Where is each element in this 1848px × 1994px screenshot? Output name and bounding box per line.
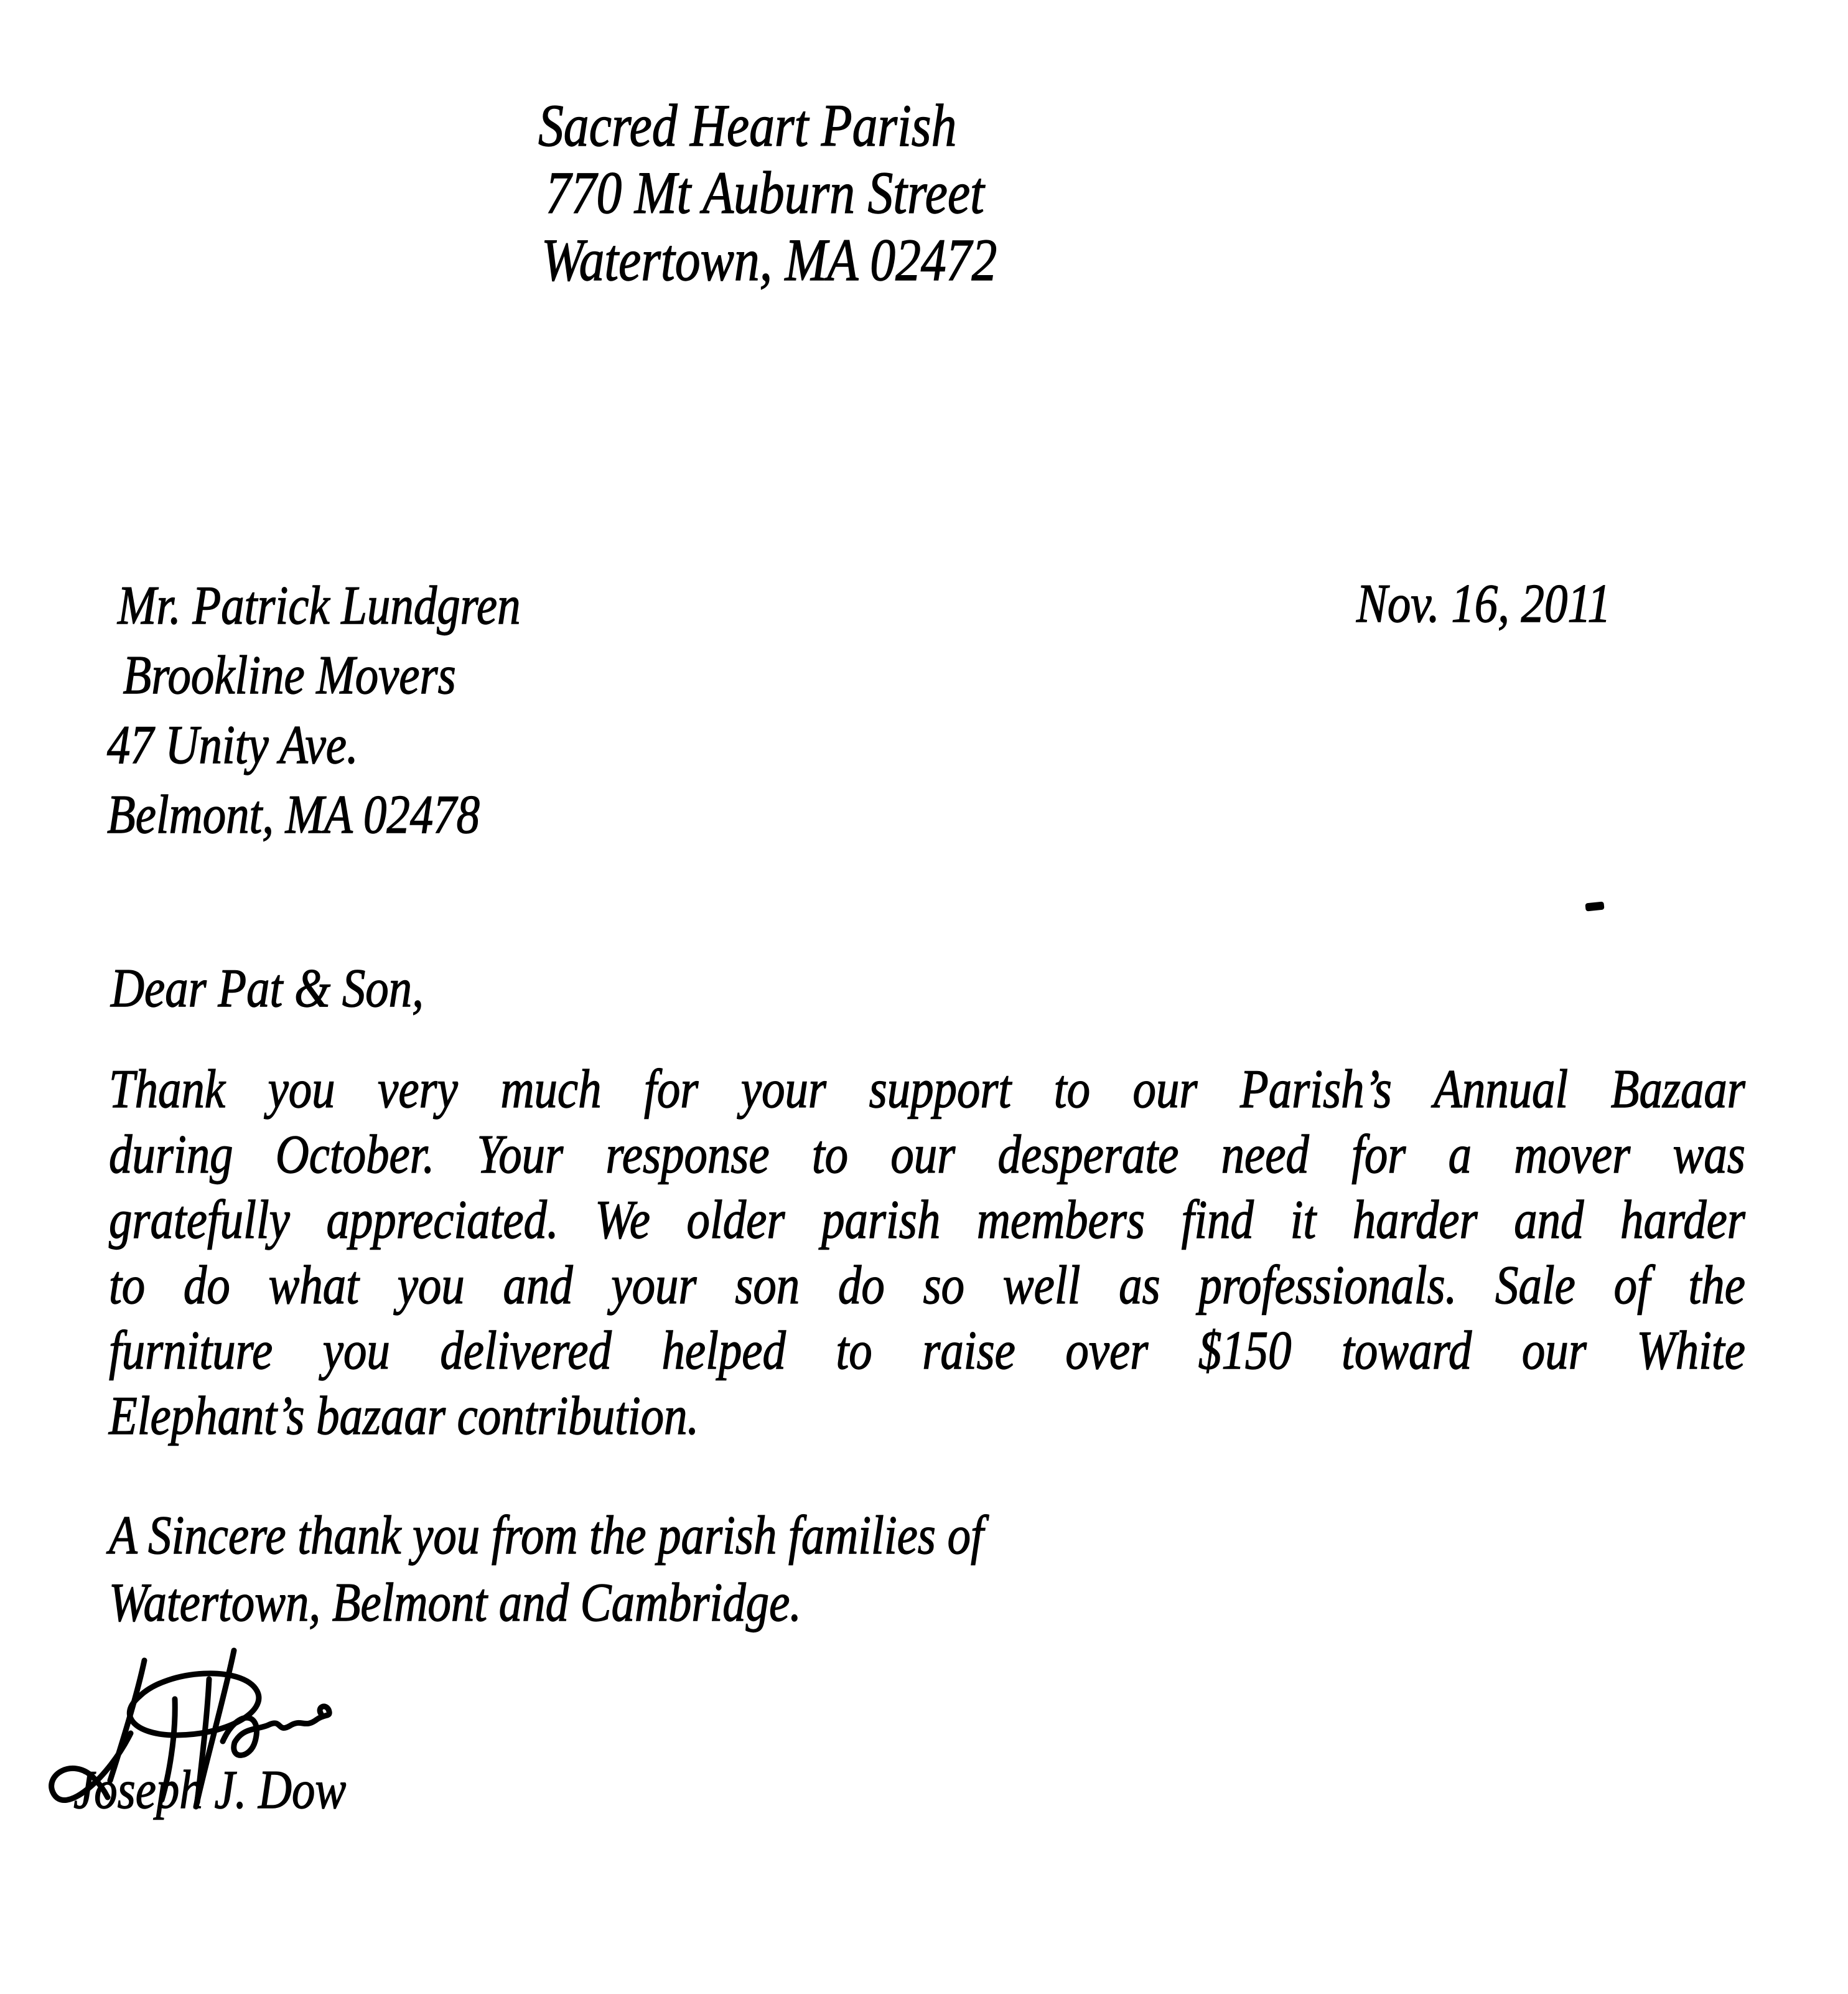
signature-stroke	[223, 1706, 329, 1755]
letterhead	[538, 92, 997, 294]
body-paragraph	[109, 1057, 1745, 1449]
signature-stroke	[129, 1673, 259, 1735]
recipient-city: Belmont, MA 02478	[107, 785, 480, 845]
body-line: Thank you very much for your support to our Parish’s Annual Bazaar	[109, 1059, 1745, 1120]
salutation: Dear Pat & Son,	[111, 958, 424, 1019]
signer-name: Joseph J. Dow	[73, 1760, 347, 1820]
recipient-street: 47 Unity Ave.	[107, 715, 358, 775]
closing-line: Watertown, Belmont and Cambridge.	[109, 1573, 801, 1633]
letterhead-address-line2: Watertown, MA 02472	[541, 227, 997, 293]
closing-line: A Sincere thank you from the parish families of	[109, 1505, 984, 1566]
body-line: during October. Your response to our desperate need for a mover was	[109, 1125, 1745, 1185]
recipient-address	[107, 571, 521, 850]
letterhead-organization: Sacred Heart Parish	[538, 92, 957, 159]
stray-mark	[1585, 901, 1604, 911]
closing-paragraph	[109, 1502, 984, 1637]
recipient-company: Brookline Movers	[123, 645, 456, 706]
recipient-name: Mr. Patrick Lundgren	[118, 576, 521, 636]
body-line: furniture you delivered helped to raise over $150 toward our White	[109, 1321, 1745, 1381]
letterhead-address-line1: 770 Mt Auburn Street	[545, 159, 984, 226]
body-line: Elephant’s bazaar contribution.	[109, 1386, 699, 1446]
body-line: gratefully appreciated. We older parish members find it harder and harder	[109, 1190, 1745, 1250]
letter-date: Nov. 16, 2011	[1356, 574, 1611, 634]
body-line: to do what you and your son do so well as professionals. Sale of the	[109, 1255, 1745, 1316]
